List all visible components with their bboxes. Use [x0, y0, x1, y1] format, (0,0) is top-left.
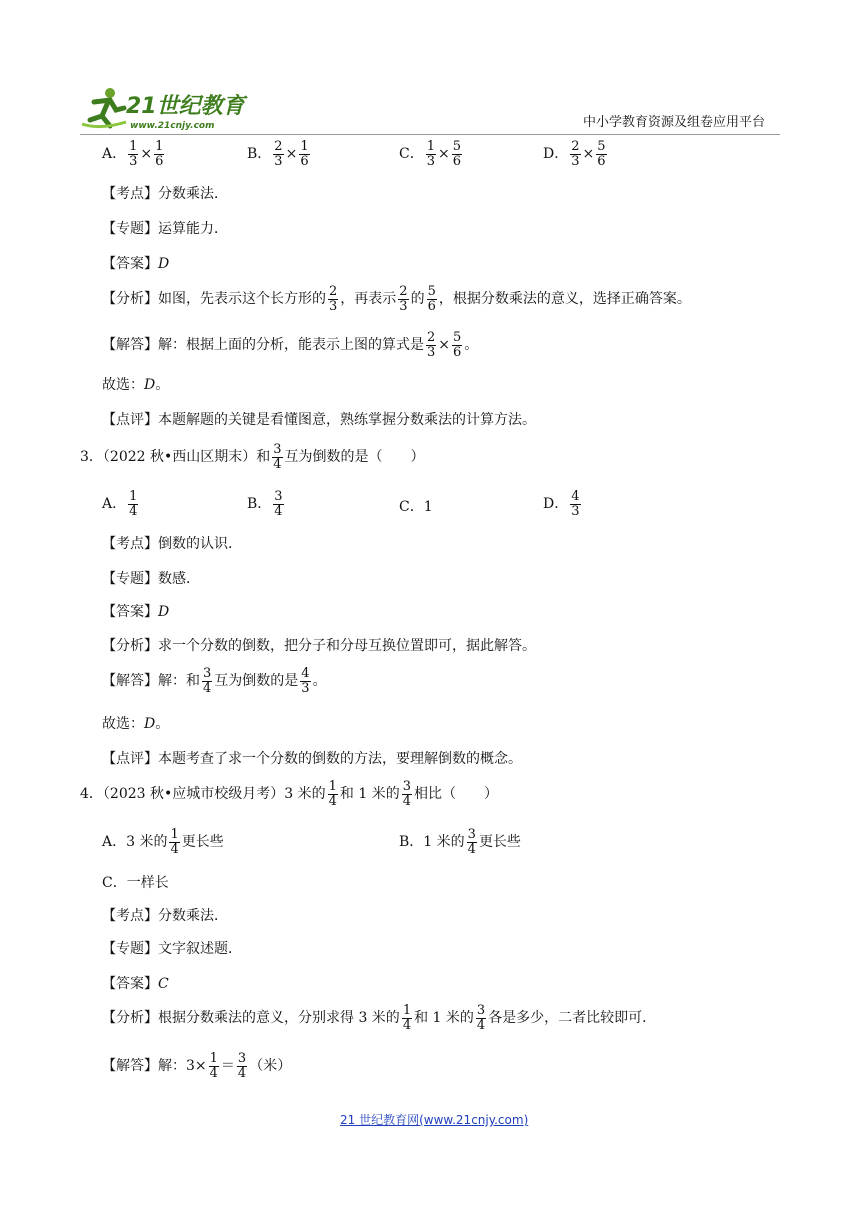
logo-title: 21世纪教育	[126, 94, 245, 119]
q3-answer: 【答案】D	[102, 604, 170, 620]
q2-kaodian: 【考点】分数乘法．	[102, 186, 228, 202]
q4-analysis: 【分析】根据分数乘法的意义，分别求得 3 米的 $\frac{1}{4}$ 和 1 米的 $\frac{3}{4}$ 各是多少，二者比较即可．	[102, 1003, 657, 1033]
q4-stem: 4．（2023 秋•应城市校级月考）3 米的 $\frac{1}{4}$ 和 1 米的 $\frac{3}{4}$ 相比（ ）	[80, 779, 498, 809]
q4-option-a: A．3 米的 $\frac{1}{4}$ 更长些	[102, 827, 224, 857]
runner-icon	[80, 86, 128, 130]
q2-option-a: A． $\frac{1}{3}$ × $\frac{1}{6}$	[102, 139, 164, 169]
q3-choose: 故选：D。	[102, 716, 170, 732]
q3-option-b: B． $\frac{3}{4}$	[247, 489, 283, 519]
q4-kaodian: 【考点】分数乘法．	[102, 908, 228, 924]
q2-comment: 【点评】本题解题的关键是看懂图意，熟练掌握分数乘法的计算方法。	[102, 412, 536, 428]
q2-zhuanti: 【专题】运算能力．	[102, 221, 228, 237]
q3-zhuanti: 【专题】数感．	[102, 571, 200, 587]
q3-option-d: D． $\frac{4}{3}$	[543, 489, 580, 519]
q4-option-b: B．1 米的 $\frac{3}{4}$ 更长些	[399, 827, 521, 857]
q2-solution: 【解答】解：根据上面的分析，能表示上图的算式是 $\frac{2}{3}$ × $\frac{5}{6}$ 。	[102, 330, 479, 360]
header-divider	[80, 134, 780, 135]
q3-kaodian: 【考点】倒数的认识．	[102, 536, 242, 552]
q2-option-b: B． $\frac{2}{3}$ × $\frac{1}{6}$	[247, 139, 309, 169]
q3-option-c: C．1	[399, 499, 433, 515]
logo-url: www.21cnjy.com	[130, 121, 215, 131]
logo	[80, 86, 255, 134]
q3-stem: 3．（2022 秋•西山区期末）和 $\frac{3}{4}$ 互为倒数的是（ ）	[80, 442, 425, 472]
q3-option-a: A． $\frac{1}{4}$	[102, 489, 138, 519]
q4-answer: 【答案】C	[102, 976, 169, 992]
q4-solution: 【解答】解：3× $\frac{1}{4}$ ＝ $\frac{3}{4}$ （米）	[102, 1051, 292, 1081]
q3-analysis: 【分析】求一个分数的倒数，把分子和分母互换位置即可，据此解答。	[102, 638, 536, 654]
q2-choose: 故选：D。	[102, 377, 170, 393]
footer-link[interactable]: 21 世纪教育网(www.21cnjy.com)	[340, 1113, 529, 1127]
q4-option-c: C．一样长	[102, 875, 169, 891]
q2-option-c: C． $\frac{1}{3}$ × $\frac{5}{6}$	[399, 139, 462, 169]
q2-analysis: 【分析】如图，先表示这个长方形的 $\frac{2}{3}$ ，再表示 $\frac{2}{3}$ 的 $\frac{5}{6}$ ，根据分数乘法的意义，选择正确答案。	[102, 284, 691, 314]
q4-zhuanti: 【专题】文字叙述题．	[102, 941, 242, 957]
q2-answer: 【答案】D	[102, 256, 170, 272]
q3-solution: 【解答】解：和 $\frac{3}{4}$ 互为倒数的是 $\frac{4}{3}$ 。	[102, 666, 327, 696]
q2-option-d: D． $\frac{2}{3}$ × $\frac{5}{6}$	[543, 139, 606, 169]
q3-comment: 【点评】本题考查了求一个分数的倒数的方法，要理解倒数的概念。	[102, 751, 522, 767]
platform-name: 中小学教育资源及组卷应用平台	[583, 115, 766, 130]
